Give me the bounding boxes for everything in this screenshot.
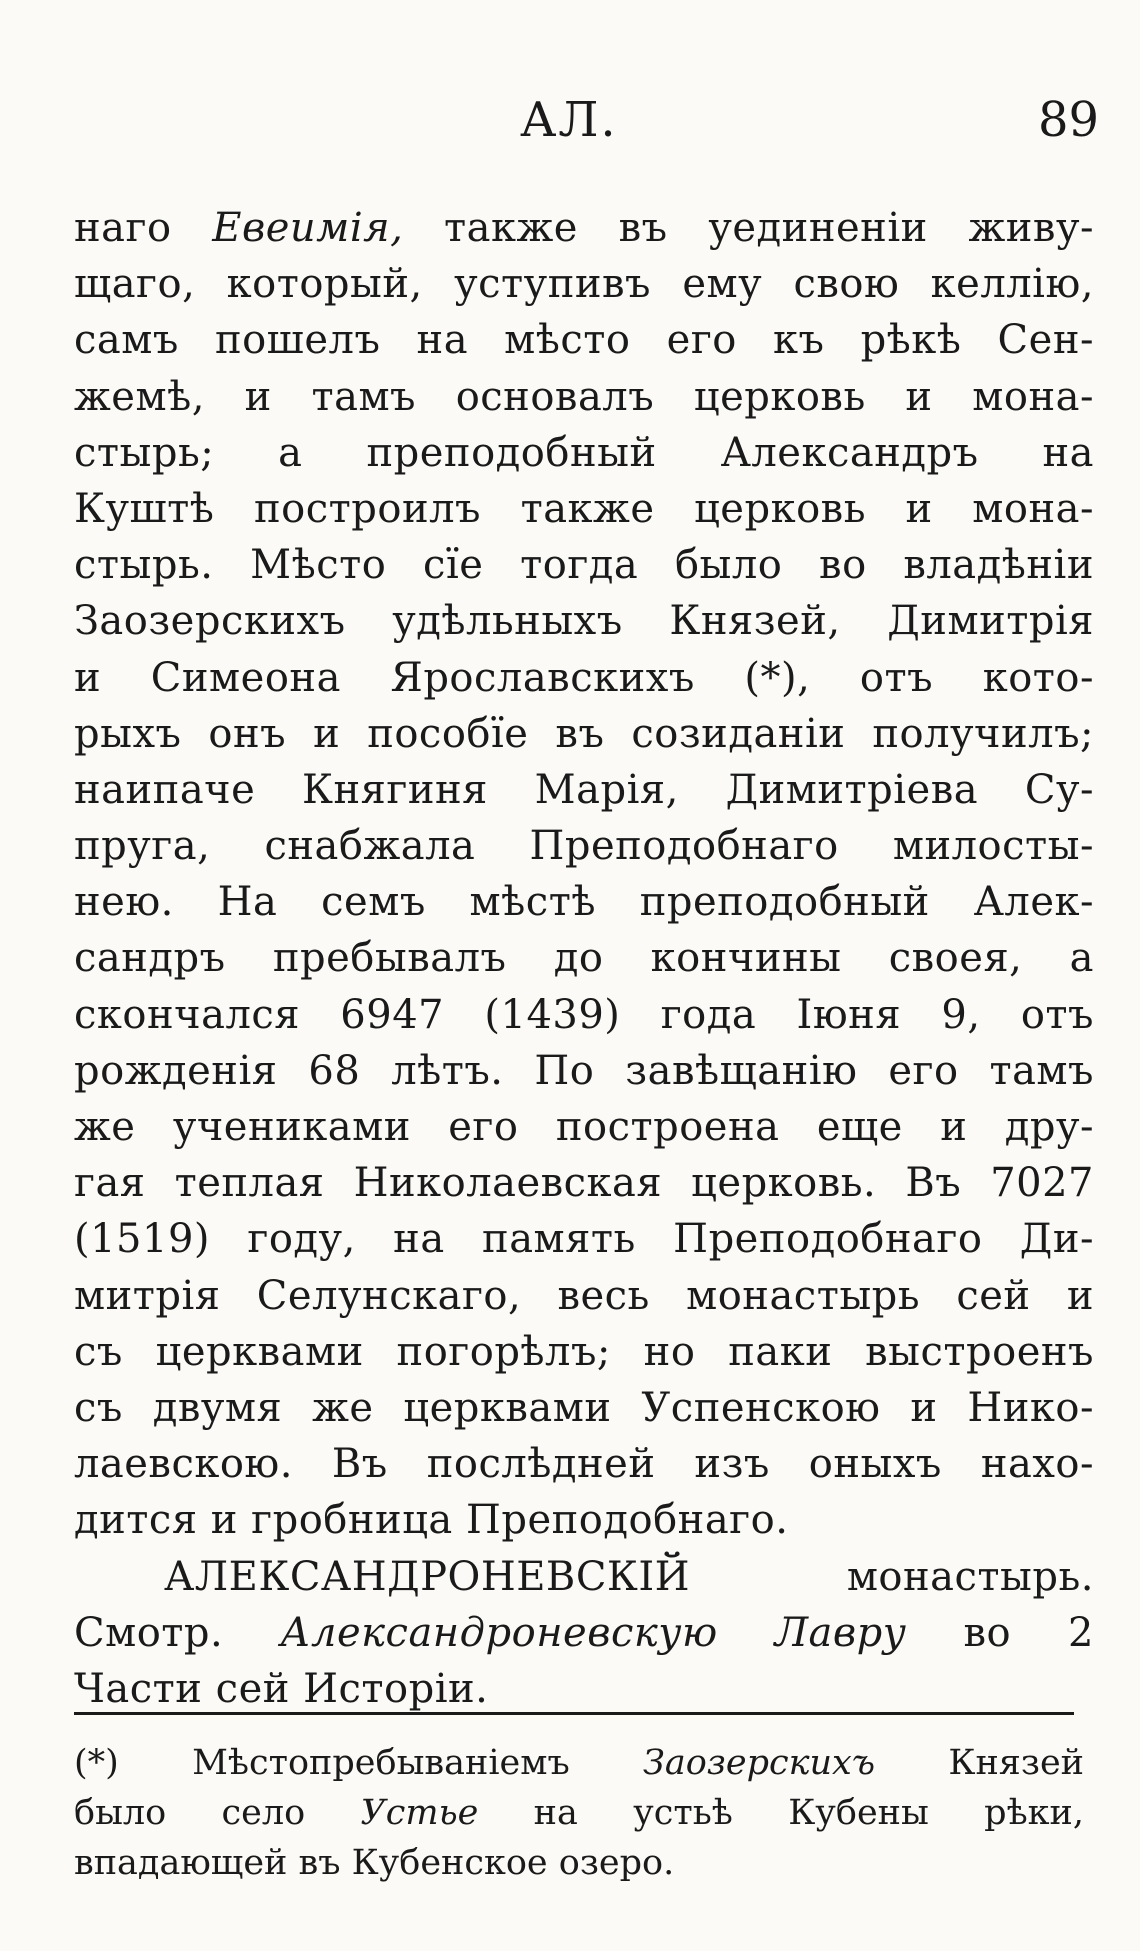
body-line-5: стырь; а преподобный Александръ на — [74, 429, 1094, 476]
italic-name: Заозерскихъ — [643, 1743, 876, 1783]
body-line-27: Части сей Исторіи. — [74, 1665, 489, 1712]
body-line-17: же учениками его построена еще и дру- — [74, 1104, 1094, 1150]
footnote-line-2: было село Устье на устьѣ Кубены рѣки, — [74, 1793, 1084, 1833]
body-line-7: стырь. Мѣсто сїе тогда было во владѣніи — [74, 542, 1094, 589]
body-line-12: пруга, снабжала Преподобнаго милосты- — [74, 823, 1094, 870]
running-head — [0, 82, 1140, 162]
body-text — [74, 200, 1094, 1717]
body-line-14: сандръ пребывалъ до кончины своея, а — [74, 935, 1094, 982]
body-line-3: самъ пошелъ на мѣсто его къ рѣкѣ Сен- — [74, 317, 1094, 364]
page-number: 89 — [1038, 92, 1100, 148]
body-line-15: скончался 6947 (1439) года Іюня 9, отъ — [74, 991, 1094, 1038]
italic-reference: Александроневскую Лавру — [280, 1609, 907, 1656]
body-line-23: лаевскою. Въ послѣдней изъ оныхъ нахо- — [74, 1441, 1094, 1488]
body-line-9: и Симеона Ярославскихъ (*), отъ кото- — [74, 654, 1094, 701]
body-line-6: Куштѣ построилъ также церковь и мона- — [74, 485, 1094, 532]
body-line-26: Смотр. Александроневскую Лавру во 2 — [74, 1609, 1095, 1656]
body-line-20: митрія Селунскаго, весь монастырь сей и — [74, 1272, 1094, 1319]
body-line-4: жемѣ, и тамъ основалъ церковь и мона- — [74, 373, 1094, 420]
italic-name: Устье — [360, 1793, 479, 1833]
body-line-16: рожденія 68 лѣтъ. По завѣщанію его тамъ — [74, 1047, 1094, 1094]
body-line-8: Заозерскихъ удѣльныхъ Князей, Димитрія — [74, 598, 1094, 645]
entry-heading: АЛЕКСАНДРОНЕВСКІЙ монастырь. — [164, 1553, 1094, 1600]
body-line-24: дится и гробница Преподобнаго. — [74, 1497, 789, 1544]
body-line-1: наго Евеимія, также въ уединеніи живу- — [74, 205, 1094, 251]
footnote-line-1: (*) Мѣстопребываніемъ Заозерскихъ Князей — [74, 1743, 1084, 1783]
body-line-22: съ двумя же церквами Успенскою и Нико- — [74, 1384, 1094, 1431]
body-line-10: рыхъ онъ и пособїе въ созиданіи получилъ; — [74, 710, 1094, 757]
footnote — [74, 1738, 1084, 1888]
italic-name: Евеимія, — [212, 205, 404, 251]
body-line-13: нею. На семъ мѣстѣ преподобный Алек- — [74, 879, 1094, 926]
running-head-title: АЛ. — [520, 92, 618, 148]
body-line-21: съ церквами погорѣлъ; но паки выстроенъ — [74, 1328, 1094, 1375]
footnote-divider — [74, 1712, 1074, 1715]
body-line-18: гая теплая Николаевская церковь. Въ 7027 — [74, 1160, 1094, 1207]
footnote-line-3: впадающей въ Кубенское озеро. — [74, 1843, 675, 1883]
body-line-19: (1519) году, на память Преподобнаго Ди- — [74, 1216, 1094, 1263]
body-line-11: наипаче Княгиня Марія, Димитріева Су- — [74, 766, 1094, 813]
body-line-2: щаго, который, уступивъ ему свою келлію, — [74, 261, 1094, 308]
